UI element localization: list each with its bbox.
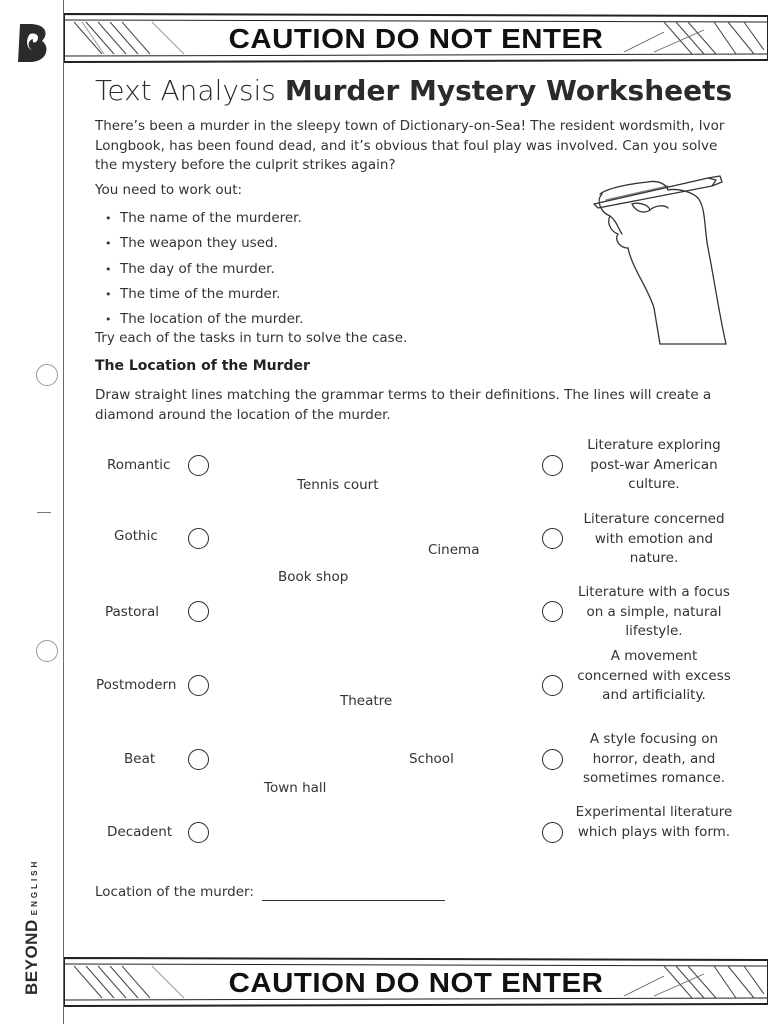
brand-vertical: [22, 859, 42, 995]
left-match-circle[interactable]: [188, 601, 209, 622]
left-match-circle[interactable]: [188, 455, 209, 476]
location-theatre: Theatre: [340, 693, 393, 709]
term-decadent: Decadent: [107, 824, 173, 840]
section-heading: The Location of the Murder: [95, 358, 310, 374]
term-beat: Beat: [124, 751, 156, 767]
location-tennis-court: Tennis court: [297, 477, 379, 493]
task-item: • The weapon they used.: [105, 235, 278, 252]
beyond-logo-icon: [16, 22, 50, 68]
definition-horror: A style focusing on horror, death, and sometimes romance.: [582, 731, 726, 786]
caution-text-top: CAUTION DO NOT ENTER: [228, 23, 604, 54]
definition-post-war: Literature exploring post-war American culture.: [587, 437, 721, 492]
left-match-circle[interactable]: [188, 675, 209, 696]
punch-hole: [36, 364, 58, 386]
definition-emotion-nature: Literature concerned with emotion and nature.: [583, 511, 725, 566]
page-title: [95, 74, 732, 107]
left-match-circle[interactable]: [188, 822, 209, 843]
caution-text-bottom: CAUTION DO NOT ENTER: [228, 967, 604, 998]
task-item: • The day of the murder.: [105, 260, 275, 277]
try-text: Try each of the tasks in turn to solve the case.: [95, 330, 408, 346]
location-book-shop: Book shop: [278, 569, 349, 585]
brand-sub: ENGLISH: [30, 858, 39, 916]
definition-excess: A movement concerned with excess and artificiality.: [577, 648, 731, 703]
fold-mark: [37, 512, 51, 513]
section-instructions: Draw straight lines matching the grammar terms to their definitions. The lines will create a diamond around the location of the murder.: [95, 387, 712, 423]
task-item: • The time of the murder.: [105, 285, 281, 302]
term-gothic: Gothic: [114, 528, 158, 544]
definition-experimental: Experimental literature which plays with form.: [575, 804, 733, 840]
title-light: Text Analysis: [95, 74, 276, 107]
right-match-circle[interactable]: [542, 455, 563, 476]
punch-hole: [36, 640, 58, 662]
location-cinema: Cinema: [428, 542, 480, 558]
need-label: You need to work out:: [95, 182, 243, 198]
term-postmodern: Postmodern: [96, 677, 177, 693]
task-item: • The name of the murderer.: [105, 210, 302, 226]
right-match-circle[interactable]: [542, 749, 563, 770]
answer-line[interactable]: [262, 900, 445, 901]
term-pastoral: Pastoral: [105, 604, 159, 620]
caution-tape-bottom: [64, 956, 768, 1008]
definition-simple-lifestyle: Literature with a focus on a simple, natural lifestyle.: [578, 584, 730, 639]
task-list: [105, 206, 304, 332]
right-match-circle[interactable]: [542, 675, 563, 696]
title-bold: Murder Mystery Worksheets: [284, 74, 733, 107]
task-item: • The location of the murder.: [105, 311, 304, 328]
location-school: School: [409, 751, 454, 767]
left-match-circle[interactable]: [188, 528, 209, 549]
location-town-hall: Town hall: [264, 780, 327, 796]
right-match-circle[interactable]: [542, 822, 563, 843]
right-match-circle[interactable]: [542, 528, 563, 549]
term-romantic: Romantic: [107, 457, 171, 473]
intro-paragraph: There’s been a murder in the sleepy town of Dictionary-on-Sea! The resident wordsmith, Ivor Longbook, has been found dead, and it’s obvious that foul play was involved. Can you solve the mystery before the culprit strikes again?: [95, 118, 725, 173]
brand-word: BEYOND: [22, 919, 41, 995]
right-match-circle[interactable]: [542, 601, 563, 622]
margin-rule: [63, 0, 64, 1024]
left-match-circle[interactable]: [188, 749, 209, 770]
hand-writing-icon: [588, 168, 738, 352]
caution-tape-top: [64, 12, 768, 64]
answer-label: Location of the murder:: [95, 884, 254, 900]
